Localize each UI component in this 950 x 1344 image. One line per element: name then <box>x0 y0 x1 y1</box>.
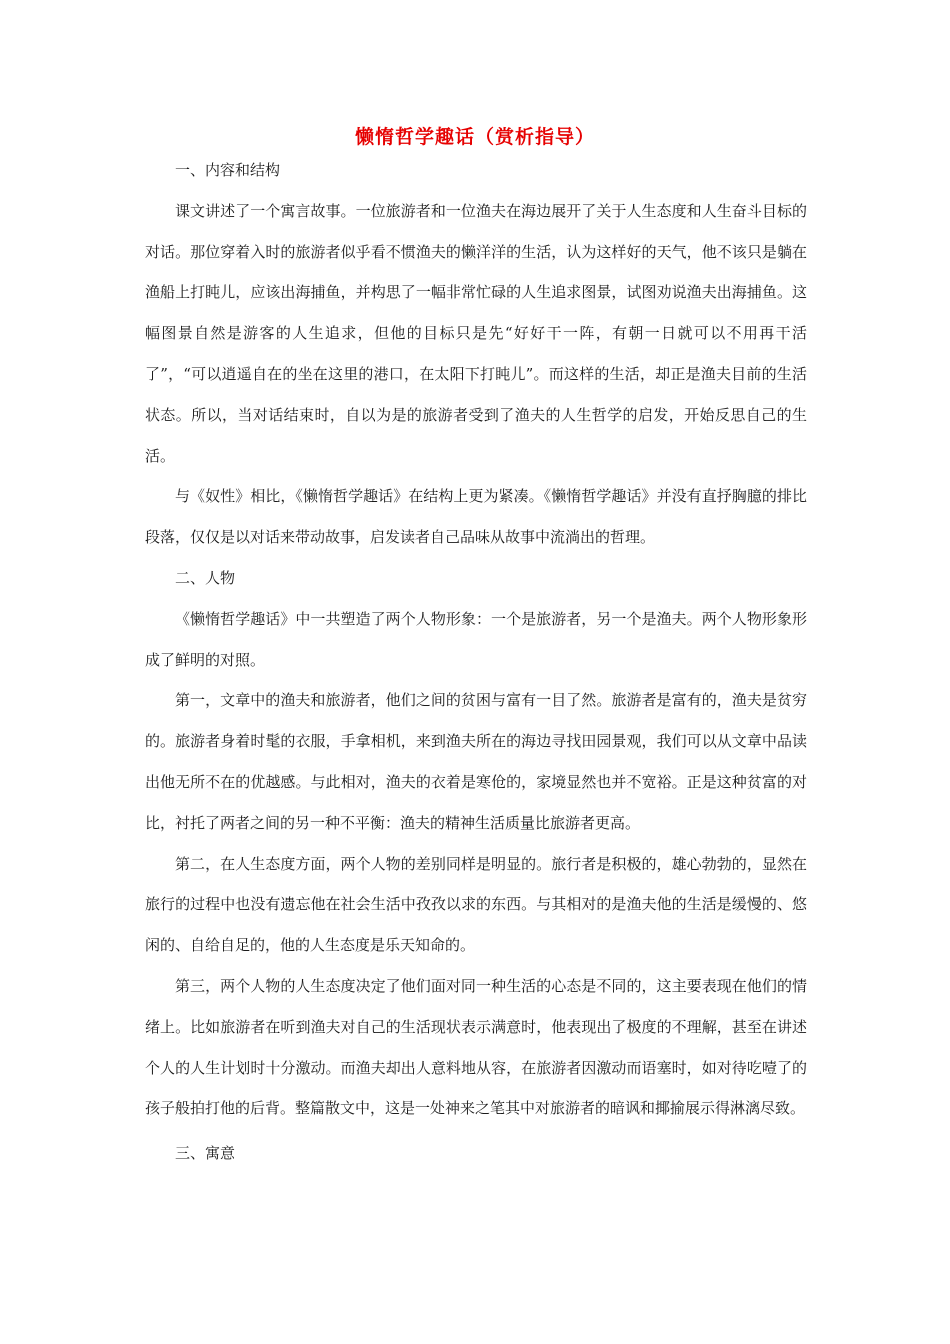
paragraph: 第二，在人生态度方面，两个人物的差别同样是明显的。旅行者是积极的，雄心勃勃的，显然在旅行的过程中也没有遗忘他在社会生活中孜孜以求的东西。与其相对的是渔夫他的生活是缓慢的、悠闲的、自给自足的，他的人生态度是乐天知命的。 <box>145 854 807 955</box>
paragraph: 课文讲述了一个寓言故事。一位旅游者和一位渔夫在海边展开了关于人生态度和人生奋斗目标的对话。那位穿着入时的旅游者似乎看不惯渔夫的懒洋洋的生活，认为这样好的天气，他不该只是躺在渔船上打盹儿，应该出海捕鱼，并构思了一幅非常忙碌的人生追求图景，试图劝说渔夫出海捕鱼。这幅图景自然是游客的人生追求，但他的目标只是先“好好干一阵，有朝一日就可以不用再干活了”，“可以逍遥自在的坐在这里的港口，在太阳下打盹儿”。而这样的生活，却正是渔夫目前的生活状态。所以，当对话结束时，自以为是的旅游者受到了渔夫的人生哲学的启发，开始反思自己的生活。 <box>145 201 807 465</box>
paragraph: 第三，两个人物的人生态度决定了他们面对同一种生活的心态是不同的，这主要表现在他们的情绪上。比如旅游者在听到渔夫对自己的生活现状表示满意时，他表现出了极度的不理解，甚至在讲述个人的人生计划时十分激动。而渔夫却出人意料地从容，在旅游者因激动而语塞时，如对待吃噎了的孩子般拍打他的后背。整篇散文中，这是一处神来之笔其中对旅游者的暗讽和揶揄展示得淋漓尽致。 <box>145 976 807 1118</box>
section-heading-characters: 二、人物 <box>175 568 236 587</box>
paragraph: 第一，文章中的渔夫和旅游者，他们之间的贫困与富有一目了然。旅游者是富有的，渔夫是贫穷的。旅游者身着时髦的衣服，手拿相机，来到渔夫所在的海边寻找田园景观，我们可以从文章中品读出他无所不在的优越感。与此相对，渔夫的衣着是寒伧的，家境显然也并不宽裕。正是这种贫富的对比，衬托了两者之间的另一种不平衡：渔夫的精神生活质量比旅游者更高。 <box>145 691 807 832</box>
paragraph: 与《奴性》相比，《懒惰哲学趣话》在结构上更为紧凑。《懒惰哲学趣话》并没有直抒胸臆的排比段落，仅仅是以对话来带动故事，启发读者自己品味从故事中流淌出的哲理。 <box>145 487 807 547</box>
section-heading-meaning: 三、寓意 <box>175 1144 236 1163</box>
section-heading-content-structure: 一、内容和结构 <box>175 161 281 179</box>
document-body <box>145 150 807 1174</box>
document-title: 懒惰哲学趣话（赏析指导） <box>354 126 595 148</box>
paragraph: 《懒惰哲学趣话》中一共塑造了两个人物形象：一个是旅游者，另一个是渔夫。两个人物形象形成了鲜明的对照。 <box>145 609 807 669</box>
